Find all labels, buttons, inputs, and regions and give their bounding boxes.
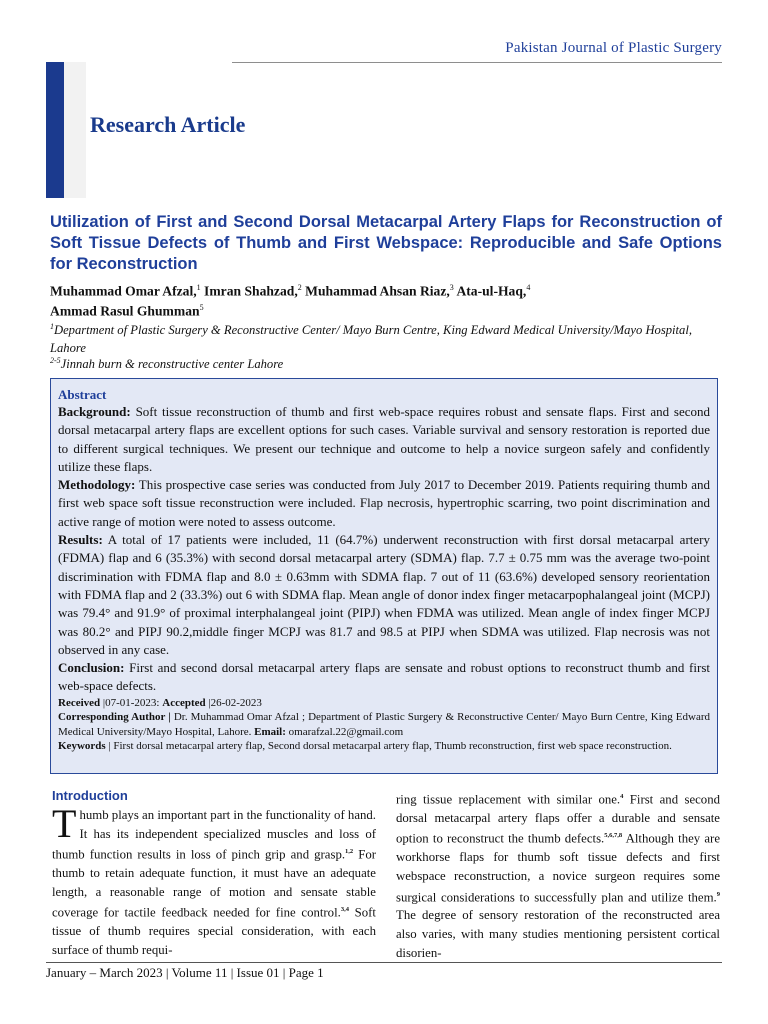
author: Muhammad Ahsan Riaz,	[305, 283, 450, 299]
affiliation-2: $^{2-5}$Jinnah burn & reconstructive center Lahore	[50, 356, 284, 372]
author-list: Muhammad Omar Afzal,$^1$ Imran Shahzad,$^2$ Muhammad Ahsan Riaz,$^3$ Ata-ul-Haq,$^4$ Ammad Rasul Ghumman$^5$	[50, 283, 531, 319]
keywords: Keywords | First dorsal metacarpal artery flap, Second dorsal metacarpal artery flap, Thumb reconstruction, first web space reconstruction.	[58, 740, 672, 753]
author: Imran Shahzad,	[204, 283, 298, 299]
journal-name: Pakistan Journal of Plastic Surgery	[505, 40, 722, 56]
introduction-paragraph: Thumb plays an important part in the functionality of hand. It has its independent specialized muscles and loss of thumb function results in loss of pinch grip and grasp.$^{1,2}$ For thumb to retain adequate function, it must have an adequate length, a reasonable range of motion and sensate stable coverage for tactile feedback needed for fine control.$^{3,4}$ Soft tissue of thumb requires special consideration, with each surface of thumb requi-	[52, 801, 376, 957]
article-type: Research Article	[90, 112, 246, 137]
author: Ammad Rasul Ghumman	[50, 303, 200, 319]
email-link[interactable]: omarafzal.22@gmail.com	[288, 725, 404, 738]
author: Muhammad Omar Afzal,	[50, 283, 197, 299]
footer-issue-info: January – March 2023 | Volume 11 | Issue 01 | Page 1	[46, 965, 324, 980]
left-column	[52, 788, 376, 959]
footer-divider	[46, 962, 722, 963]
abstract-results: Results: A total of 17 patients were included, 11 (64.7%) underwent reconstruction with first dorsal metacarpal artery (FDMA) flap and 6 (35.3%) with second dorsal metacarpal artery (SDMA) flap. 7.7 ± 0.75 mm was the average two-point discrimination with FDMA flap and 8.0 ± 0.63mm with SDMA flap. 7 out of 11 (63.6%) developed sensory reorientation with FDMA flap and 2 (33.3%) out 6 with SDMA flap. Mean angle of donor index finger metacarpophalangeal joint (MCPJ) was 79.4° and 91.9° of proximal interphalangeal joint (PIPJ) when FDMA was utilized. Mean angle of index finger MCPJ was 80.2° and PIPJ 90.2,middle finger MCPJ was 81.7 and 98.5 at PIPJ when SDMA was utilized. Flap necrosis was not observed in any case.	[58, 532, 710, 657]
paper-title: Utilization of First and Second Dorsal Metacarpal Artery Flaps for Reconstruction of Soft Tissue Defects of Thumb and First Webspace: Reproducible and Safe Options for Reconstruction	[50, 213, 722, 273]
header-divider	[232, 62, 722, 63]
introduction-heading: Introduction	[52, 788, 128, 803]
abstract-box	[50, 378, 718, 774]
right-column	[396, 788, 720, 962]
drop-cap: T	[52, 801, 77, 846]
header-accent-shade	[64, 62, 86, 198]
affiliation-1: $^1$Department of Plastic Surgery & Reconstructive Center/ Mayo Burn Centre, King Edward Medical University/Mayo Hospital, Lahore	[50, 322, 692, 356]
author: Ata-ul-Haq,	[456, 283, 527, 299]
abstract-methodology: Methodology: This prospective case series was conducted from July 2017 to December 2019. Patients requiring thumb and first web space soft tissue reconstruction were included. Flap necrosis, hypertrophic scarring, two point discrimination and active range of motion were noted to assess outcome.	[58, 477, 711, 529]
corresponding-author: Corresponding Author | Dr. Muhammad Omar Afzal ; Department of Plastic Surgery & Reconstructive Center/ Mayo Burn Centre, King Edward Medical University/Mayo Hospital, Lahore. Email: omarafzal.22@gmail.com	[58, 711, 711, 738]
abstract-heading: Abstract	[58, 387, 107, 402]
introduction-continued: ring tissue replacement with similar one.$^4$ First and second dorsal metacarpal artery flaps offer a durable and sensate option to reconstruct the thumb defects.$^{5,6,7,8}$ Although they are workhorse flaps for thumb soft tissue defects and first webspace reconstruction, a novice surgeon requires some surgical considerations to successfully plan and utilize them.$^9$ The degree of sensory restoration of the reconstructed area also varies, with many studies mentioning persistent cortical disorien-	[396, 792, 720, 960]
received-accepted: Received |07-01-2023: Accepted |26-02-2023	[58, 696, 262, 709]
abstract-background: Background: Soft tissue reconstruction of thumb and first web-space requires robust and sensate flaps. First and second dorsal metacarpal artery flaps are excellent options for such cases. Variable survival and sensory restoration is reported due to different surgical techniques. We present our technique and outcome to help a novice surgeon safely and confidently utilize these flaps.	[58, 404, 710, 474]
abstract-conclusion: Conclusion: First and second dorsal metacarpal artery flaps are sensate and robust options to reconstruct thumb and first web-space defects.	[58, 660, 711, 694]
header-accent-bar	[46, 62, 64, 198]
